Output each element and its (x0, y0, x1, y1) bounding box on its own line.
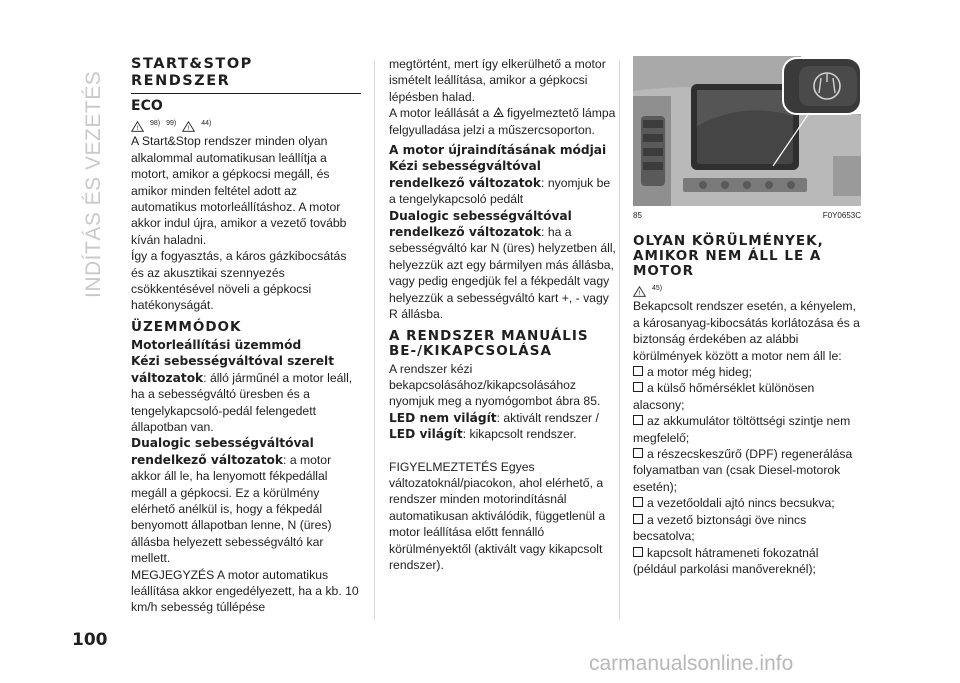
section-title-line: RENDSZER (131, 73, 231, 89)
page-number: 100 (72, 630, 108, 650)
reference-number: 98) (150, 120, 161, 127)
checkbox-bullet-icon (633, 415, 643, 425)
inline-bold: LED nem világít (389, 410, 497, 425)
list-item (633, 446, 861, 495)
paragraph: FIGYELMEZTETÉS Egyes változatoknál/piacokon, ahol elérhető, a rendszer minden motorindításnál automatikusan aktiválódik, függetlenül a motor leállítása előtt fennálló körülményektől (aktivált vagy kikapcsolt rendszer). (389, 459, 606, 572)
column-2 (389, 56, 617, 573)
section-title-line: START&STOP (131, 56, 253, 72)
inline-text: : álló járműnél a motor leáll, ha a sebességváltó üresben és a tengelykapcsoló-pedál felengedett állapotban van. (131, 370, 353, 434)
side-chapter-title-text: INDÍTÁS ÉS VEZETÉS (82, 70, 105, 298)
paragraph (389, 208, 617, 323)
list-item (633, 512, 861, 545)
svg-text:!: ! (136, 125, 139, 133)
reference-markers (131, 116, 359, 132)
start-stop-warning-lamp-icon (493, 107, 504, 118)
paragraph: Bekapcsolt rendszer esetén, a kényelem, a károsanyag-kibocsátás korlátozása és a biztonság érdekében az alábbi körülmények között a motor nem áll le: (633, 299, 860, 363)
list-item (633, 380, 861, 413)
svg-text:!: ! (187, 125, 190, 133)
list-item-text: az akkumulátor töltöttségi szintje nem megfelelő; (633, 414, 851, 445)
section-heading: OLYAN KÖRÜLMÉNYEK, AMIKOR NEM ÁLL LE A MOTOR (633, 233, 824, 280)
list-item-text: kapcsolt hátrameneti fokozatnál (például parkolási manővereknél); (633, 545, 819, 576)
paragraph: Így a fogyasztás, a káros gázkibocsátás és az akusztikai szennyezés csökkentésével növeli a gépkocsi hatékonyságát. (131, 249, 347, 313)
inline-text: figyelmeztető lámpa felgyulladása jelzi a műszercsoporton. (389, 106, 616, 137)
paragraph (131, 435, 359, 566)
caution-triangle-icon (633, 286, 646, 297)
figure-code: F0Y0653C (822, 211, 861, 220)
checkbox-bullet-icon (633, 382, 643, 392)
checkbox-bullet-icon (633, 547, 643, 557)
reference-number: 45) (652, 285, 663, 292)
subheading: A motor újraindításának módjai (389, 143, 607, 158)
paragraph: MEGJEGYZÉS A motor automatikus leállítása akkor engedélyezett, ha a kb. 10 km/h sebesség túllépése (131, 567, 359, 615)
paragraph: A Start&Stop rendszer minden olyan alkalommal automatikusan leállítja a motort, amikor a gépkocsi megáll, és amikor minden feltétel adott az automatikus motorleállításhoz. A motor akkor indul újra, amikor a vezető tovább kíván haladni. (131, 134, 347, 247)
inline-bold: Dualogic sebességváltóval rendelkező változatok (131, 436, 314, 467)
checkbox-bullet-icon (633, 366, 643, 376)
watermark: carmanualsonline.info (589, 652, 794, 675)
inline-text: : aktivált rendszer / (496, 410, 599, 425)
list-item (633, 413, 861, 446)
reference-markers (633, 281, 861, 297)
inline-bold: Kézi sebességváltóval rendelkező változatok (389, 159, 542, 190)
checkbox-bullet-icon (633, 497, 643, 507)
title-underline (131, 93, 361, 94)
checkbox-bullet-icon (633, 448, 643, 458)
list-item-text: a motor még hideg; (647, 365, 753, 380)
inline-text: : kikapcsolt rendszer. (462, 427, 577, 442)
paragraph: megtörtént, mert így elkerülhető a motor ismételt leállítása, amikor a gépkocsi lépésben halad. (389, 57, 606, 104)
inline-bold: LED világít (389, 427, 463, 442)
list-item (633, 364, 861, 380)
eco-label: ECO (131, 98, 163, 114)
inline-text: : a motor akkor áll le, ha lenyomott fékpedállal megáll a gépkocsi. Ez a körülmény elérhető anélkül is, hogy a fékpedál benyomott állapotban lenne, N (üres) állásba helyezett sebességváltó kar mellett. (131, 452, 332, 566)
dashboard-figure (633, 56, 861, 206)
svg-text:!: ! (638, 290, 641, 298)
list-item-text: a külső hőmérséklet különösen alacsony; (633, 381, 815, 412)
inline-bold: Dualogic sebességváltóval rendelkező változatok (389, 208, 572, 240)
list-item-text: a vezető biztonsági öve nincs becsatolva; (633, 512, 807, 544)
figure-number: 85 (633, 211, 642, 220)
section-title (131, 56, 359, 90)
figure-caption (633, 208, 861, 224)
spacer (389, 443, 617, 459)
paragraph (389, 158, 617, 207)
inline-text: : ha a sebességváltó kar N (üres) helyzetben áll, helyezzük azt egy bármilyen más állásba, vagy pedig engedjük fel a fékpedált vagy helyezzük a sebességváltó kart +, - vagy R állásba. (389, 225, 616, 322)
inline-bold: Kézi sebességváltóval szerelt változatok (131, 354, 335, 385)
dashboard-illustration (633, 56, 861, 206)
column-divider (374, 60, 375, 620)
column-1 (131, 56, 359, 616)
subheading: Motorleállítási üzemmód (131, 337, 302, 352)
reference-number: 44) (201, 120, 212, 127)
side-chapter-title (80, 40, 104, 300)
list-item-text: a vezetőoldali ajtó nincs becsukva; (647, 496, 835, 511)
section-heading: ÜZEMMÓDOK (131, 318, 242, 335)
caution-triangle-icon (182, 121, 195, 132)
paragraph (131, 353, 359, 435)
column-divider (619, 60, 620, 620)
list-item-text: a részecskeszűrő (DPF) regenerálása folyamatban van (csak Diesel-motorok esetén); (633, 447, 853, 494)
paragraph (389, 410, 617, 426)
reference-number: 99) (166, 120, 177, 127)
section-heading: A RENDSZER MANUÁLIS BE-/KIKAPCSOLÁSA (389, 327, 589, 359)
paragraph (389, 426, 617, 442)
list-item (633, 495, 861, 511)
inline-text: A motor leállását a (389, 106, 490, 121)
paragraph: A rendszer kézi bekapcsolásához/kikapcsolásához nyomjuk meg a nyomógombot ábra 85. (389, 361, 601, 409)
inline-text: : nyomjuk be a tengelykapcsoló pedált (389, 175, 611, 207)
paragraph (389, 105, 617, 138)
checkbox-bullet-icon (633, 514, 643, 524)
list-item (633, 545, 861, 578)
column-3 (633, 56, 861, 577)
warning-triangle-icon (131, 121, 144, 132)
